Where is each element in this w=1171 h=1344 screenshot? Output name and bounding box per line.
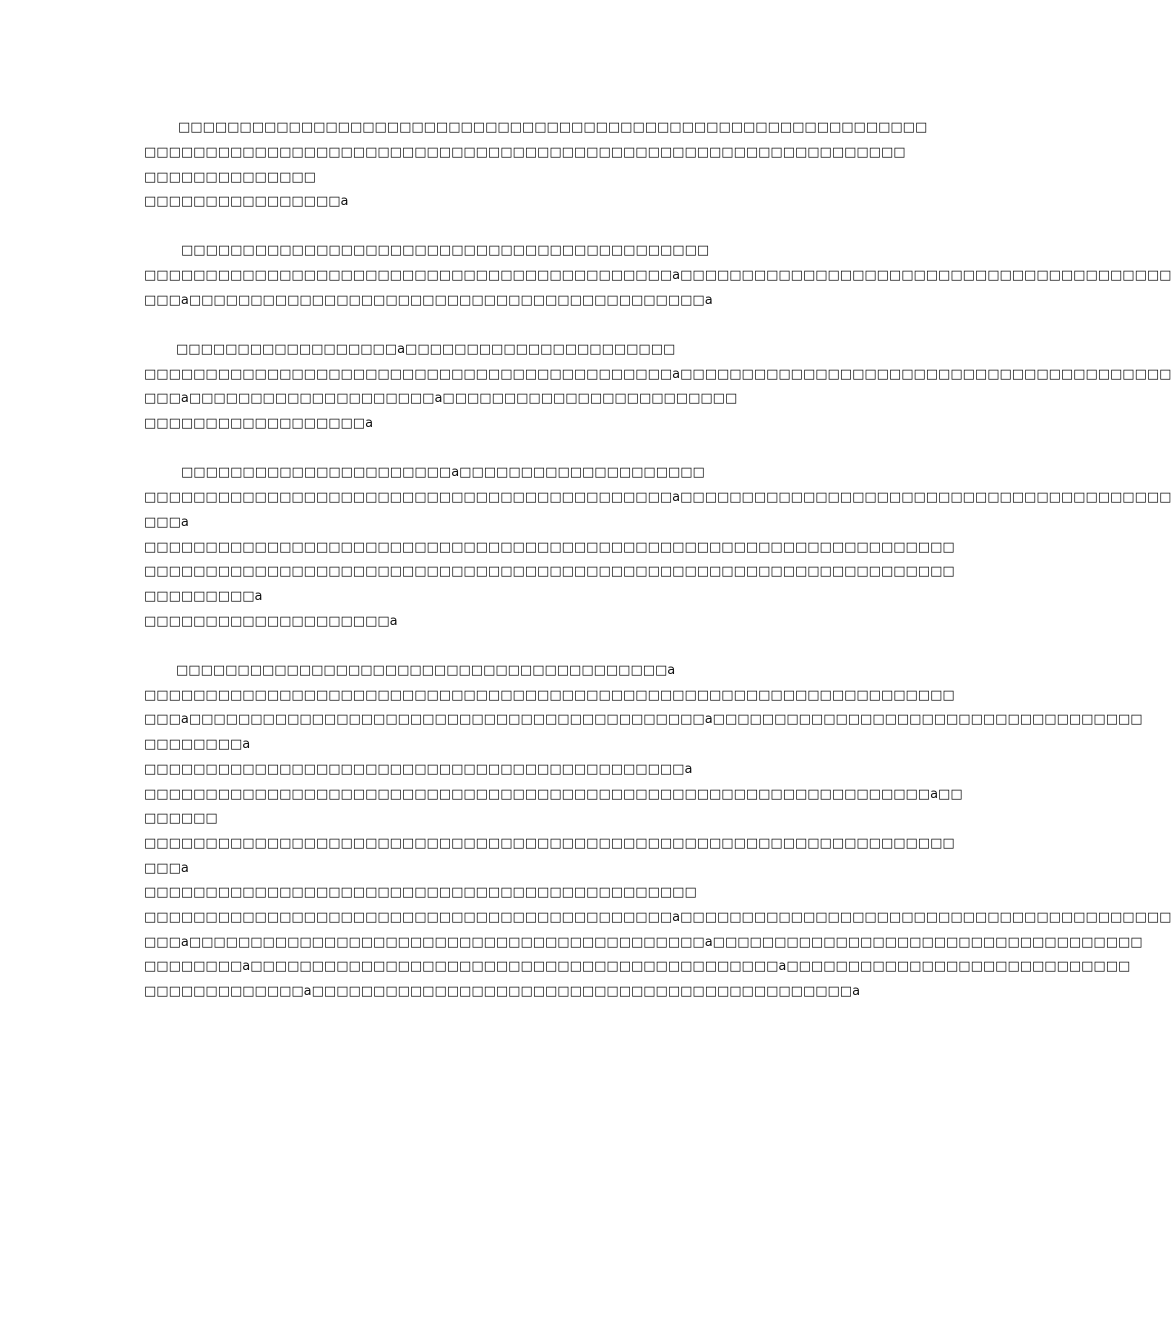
paragraph-3-line-1: □□□□□□□□□□□□□□□□□□a□□□□□□□□□□□□□□□□□□□□□□	[176, 342, 676, 357]
paragraph-4-line-1: □□□□□□□□□□□□□□□□□□□□□□a□□□□□□□□□□□□□□□□□□□□	[181, 465, 705, 480]
paragraph-4-line-4: □□□□□□□□□□□□□□□□□□□□□□□□□□□□□□□□□□□□□□□□□□□□□□□□□□□□□□□□□□□□□□□□□□	[144, 540, 955, 555]
paragraph-5-line-13: □□□□□□□□a□□□□□□□□□□□□□□□□□□□□□□□□□□□□□□□□□□□□□□□□□□□a□□□□□□□□□□□□□□□□□□□□□□□□□□□□	[144, 959, 1131, 974]
paragraph-5-line-9: □□□a	[144, 861, 189, 876]
paragraph-3-line-4: □□□□□□□□□□□□□□□□□□a	[144, 416, 374, 431]
paragraph-5-line-2: □□□□□□□□□□□□□□□□□□□□□□□□□□□□□□□□□□□□□□□□□□□□□□□□□□□□□□□□□□□□□□□□□□	[144, 688, 955, 703]
paragraph-1-line-1: □□□□□□□□□□□□□□□□□□□□□□□□□□□□□□□□□□□□□□□□□□□□□□□□□□□□□□□□□□□□□	[178, 120, 928, 135]
paragraph-4-line-2: □□□□□□□□□□□□□□□□□□□□□□□□□□□□□□□□□□□□□□□□□□□a□□□□□□□□□□□□□□□□□□□□□□□□□□□□□□□□□□□□□□□□	[144, 490, 1171, 505]
paragraph-2-line-2: □□□□□□□□□□□□□□□□□□□□□□□□□□□□□□□□□□□□□□□□□□□a□□□□□□□□□□□□□□□□□□□□□□□□□□□□□□□□□□□□□□□□	[144, 268, 1171, 283]
paragraph-4-line-5: □□□□□□□□□□□□□□□□□□□□□□□□□□□□□□□□□□□□□□□□□□□□□□□□□□□□□□□□□□□□□□□□□□	[144, 564, 955, 579]
paragraph-2-line-3: □□□a□□□□□□□□□□□□□□□□□□□□□□□□□□□□□□□□□□□□□□□□□□a	[144, 293, 713, 308]
paragraph-5-line-6: □□□□□□□□□□□□□□□□□□□□□□□□□□□□□□□□□□□□□□□□□□□□□□□□□□□□□□□□□□□□□□□□a□□	[144, 787, 963, 802]
paragraph-1-line-4: □□□□□□□□□□□□□□□□a	[144, 194, 349, 209]
paragraph-1-line-3: □□□□□□□□□□□□□□	[144, 170, 316, 185]
paragraph-3-line-2: □□□□□□□□□□□□□□□□□□□□□□□□□□□□□□□□□□□□□□□□□□□a□□□□□□□□□□□□□□□□□□□□□□□□□□□□□□□□□□□□□□□□	[144, 367, 1171, 382]
paragraph-5-line-10: □□□□□□□□□□□□□□□□□□□□□□□□□□□□□□□□□□□□□□□□□□□□□	[144, 885, 697, 900]
paragraph-5-line-12: □□□a□□□□□□□□□□□□□□□□□□□□□□□□□□□□□□□□□□□□□□□□□□a□□□□□□□□□□□□□□□□□□□□□□□□□□□□□□□□□□□	[144, 935, 1143, 950]
paragraph-5-line-14: □□□□□□□□□□□□□a□□□□□□□□□□□□□□□□□□□□□□□□□□□□□□□□□□□□□□□□□□□□a	[144, 984, 861, 999]
paragraph-5-line-3: □□□a□□□□□□□□□□□□□□□□□□□□□□□□□□□□□□□□□□□□□□□□□□a□□□□□□□□□□□□□□□□□□□□□□□□□□□□□□□□□□□	[144, 712, 1143, 727]
paragraph-4-line-7: □□□□□□□□□□□□□□□□□□□□a	[144, 614, 398, 629]
paragraph-5-line-7: □□□□□□	[144, 811, 218, 826]
paragraph-2-line-1: □□□□□□□□□□□□□□□□□□□□□□□□□□□□□□□□□□□□□□□□□□□	[181, 243, 710, 258]
paragraph-5-line-8: □□□□□□□□□□□□□□□□□□□□□□□□□□□□□□□□□□□□□□□□□□□□□□□□□□□□□□□□□□□□□□□□□□	[144, 836, 955, 851]
paragraph-5-line-4: □□□□□□□□a	[144, 737, 251, 752]
paragraph-5-line-1: □□□□□□□□□□□□□□□□□□□□□□□□□□□□□□□□□□□□□□□□a	[176, 663, 676, 678]
paragraph-1-line-2: □□□□□□□□□□□□□□□□□□□□□□□□□□□□□□□□□□□□□□□□□□□□□□□□□□□□□□□□□□□□□□	[144, 145, 906, 160]
paragraph-4-line-6: □□□□□□□□□a	[144, 589, 263, 604]
paragraph-4-line-3: □□□a	[144, 515, 189, 530]
paragraph-3-line-3: □□□a□□□□□□□□□□□□□□□□□□□□a□□□□□□□□□□□□□□□□□□□□□□□□	[144, 391, 738, 406]
paragraph-5-line-5: □□□□□□□□□□□□□□□□□□□□□□□□□□□□□□□□□□□□□□□□□□□□a	[144, 762, 693, 777]
paragraph-5-line-11: □□□□□□□□□□□□□□□□□□□□□□□□□□□□□□□□□□□□□□□□□□□a□□□□□□□□□□□□□□□□□□□□□□□□□□□□□□□□□□□□□□□□	[144, 910, 1171, 925]
